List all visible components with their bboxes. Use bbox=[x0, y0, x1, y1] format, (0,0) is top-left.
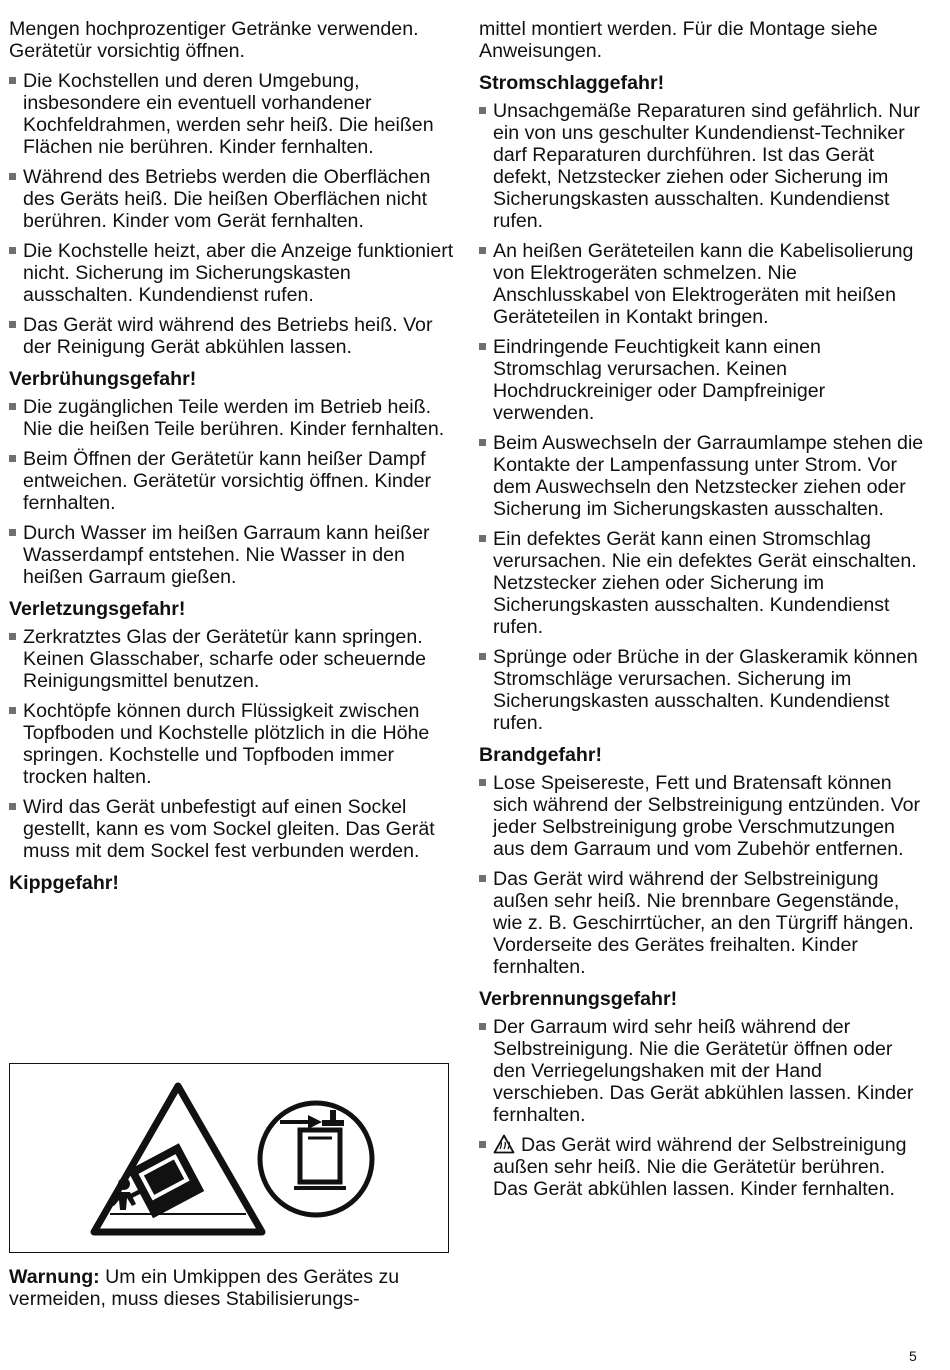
list-item: Wird das Gerät unbefestigt auf einen Sockel gestellt, kann es vom Sockel gleiten. Das Gerät muss mit dem Sockel fest verbunden werden. bbox=[9, 796, 454, 862]
list-item: Kochtöpfe können durch Flüssigkeit zwischen Topfboden und Kochstelle plötzlich in die Höhe springen. Kochstelle und Topfboden immer trocken halten. bbox=[9, 700, 454, 788]
right-intro: mittel montiert werden. Für die Montage siehe Anweisungen. bbox=[479, 18, 878, 62]
bullet-marker bbox=[479, 535, 486, 542]
list-item: Die Kochstelle heizt, aber die Anzeige funktioniert nicht. Sicherung im Sicherungskasten ausschalten. Kundendienst rufen. bbox=[9, 240, 454, 306]
list-item: Beim Auswechseln der Garraumlampe stehen die Kontakte der Lampenfassung unter Strom. Vor dem Auswechseln den Netzstecker ziehen oder Sicherung im Sicherungskasten ausschalten. bbox=[479, 432, 924, 520]
section-heading-verbrennung: Verbrennungsgefahr! bbox=[479, 988, 678, 1010]
left-intro: Mengen hochprozentiger Getränke verwenden. Gerätetür vorsichtig öffnen. bbox=[9, 18, 419, 62]
right-column bbox=[479, 18, 924, 1208]
bullet-marker bbox=[9, 529, 16, 536]
list-item: Der Garraum wird sehr heiß während der Selbstreinigung. Nie die Gerätetür öffnen oder den Verriegelungshaken mit der Hand verschieben. Das Gerät abkühlen lassen. Kinder fernhalten. bbox=[479, 1016, 924, 1126]
tip-over-figure bbox=[9, 1063, 449, 1253]
list-item: Lose Speisereste, Fett und Bratensaft können sich während der Selbstreinigung entzünden. Vor jeder Selbstreinigung grobe Verschmutzungen aus dem Garraum und vom Zubehör entfernen. bbox=[479, 772, 924, 860]
list-item: Die Kochstellen und deren Umgebung, insbesondere ein eventuell vorhandener Kochfeldrahmen, werden sehr heiß. Die heißen Flächen nie berühren. Kinder fernhalten. bbox=[9, 70, 454, 158]
list-item: Durch Wasser im heißen Garraum kann heißer Wasserdampf entstehen. Nie Wasser in den heißen Garraum gießen. bbox=[9, 522, 454, 588]
list-item: Das Gerät wird während des Betriebs heiß. Vor der Reinigung Gerät abkühlen lassen. bbox=[9, 314, 454, 358]
section-heading-brand: Brandgefahr! bbox=[479, 744, 603, 766]
list-item: Unsachgemäße Reparaturen sind gefährlich. Nur ein von uns geschulter Kundendienst-Techniker darf Reparaturen durchführen. Ist das Gerät defekt, Netzstecker ziehen oder Sicherung im Sicherungskasten ausschalten. Kundendienst rufen. bbox=[479, 100, 924, 232]
warning-text: Um ein Umkippen des Gerätes zu vermeiden, muss dieses Stabilisierungs- bbox=[9, 1266, 400, 1310]
warning-label: Warnung: bbox=[9, 1266, 100, 1288]
bullet-marker bbox=[479, 1141, 486, 1148]
bullet-marker bbox=[479, 107, 486, 114]
list-item: Eindringende Feuchtigkeit kann einen Stromschlag verursachen. Keinen Hochdruckreiniger oder Dampfreiniger verwenden. bbox=[479, 336, 924, 424]
bullet-marker bbox=[479, 439, 486, 446]
list-item: Ein defektes Gerät kann einen Stromschlag verursachen. Nie ein defektes Gerät einschalten. Netzstecker ziehen oder Sicherung im Sicherungskasten ausschalten. Kundendienst rufen. bbox=[479, 528, 924, 638]
section-heading-verbruehung: Verbrühungsgefahr! bbox=[9, 368, 197, 390]
list-item: Das Gerät wird während der Selbstreinigung außen sehr heiß. Nie die Gerätetür berühren. Das Gerät abkühlen lassen. Kinder fernhalten. bbox=[479, 1134, 924, 1200]
bullet-marker bbox=[9, 633, 16, 640]
list-item: Während des Betriebs werden die Oberflächen des Geräts heiß. Die heißen Oberflächen nicht berühren. Kinder vom Gerät fernhalten. bbox=[9, 166, 454, 232]
bullet-marker bbox=[9, 803, 16, 810]
bullet-marker bbox=[479, 653, 486, 660]
bullet-marker bbox=[479, 875, 486, 882]
bullet-marker bbox=[9, 403, 16, 410]
bullet-marker bbox=[479, 1023, 486, 1030]
list-item: Beim Öffnen der Gerätetür kann heißer Dampf entweichen. Gerätetür vorsichtig öffnen. Kinder fernhalten. bbox=[9, 448, 454, 514]
tip-warning-text bbox=[9, 1266, 454, 1310]
bullet-marker bbox=[9, 173, 16, 180]
page-number: 5 bbox=[909, 1348, 917, 1364]
tip-over-warning-triangle-icon bbox=[94, 1086, 262, 1232]
bullet-marker bbox=[9, 707, 16, 714]
list-item: Sprünge oder Brüche in der Glaskeramik können Stromschläge verursachen. Sicherung im Sicherungskasten ausschalten. Kundendienst rufen. bbox=[479, 646, 924, 734]
warning-triangle-icon bbox=[493, 1134, 515, 1154]
list-item: Das Gerät wird während der Selbstreinigung außen sehr heiß. Nie brennbare Gegenstände, wie z. B. Geschirrtücher, an den Türgriff hängen. Vorderseite des Gerätes freihalten. Kinder fernhalten. bbox=[479, 868, 924, 978]
list-item: An heißen Geräteteilen kann die Kabelisolierung von Elektrogeräten schmelzen. Nie Anschlusskabel von Elektrogeräten mit heißen Geräteteilen in Kontakt bringen. bbox=[479, 240, 924, 328]
bullet-marker bbox=[479, 779, 486, 786]
list-item: Zerkratztes Glas der Gerätetür kann springen. Keinen Glasschaber, scharfe oder scheuernde Reinigungsmittel benutzen. bbox=[9, 626, 454, 692]
tip-over-illustration bbox=[10, 1064, 450, 1254]
bullet-marker bbox=[479, 343, 486, 350]
bullet-marker bbox=[479, 247, 486, 254]
left-column bbox=[9, 18, 454, 894]
section-heading-stromschlag: Stromschlaggefahr! bbox=[479, 72, 665, 94]
section-heading-verletzung: Verletzungsgefahr! bbox=[9, 598, 186, 620]
bullet-marker bbox=[9, 455, 16, 462]
bullet-marker bbox=[9, 247, 16, 254]
anti-tip-bracket-icon bbox=[260, 1103, 372, 1215]
bullet-marker bbox=[9, 77, 16, 84]
list-item: Die zugänglichen Teile werden im Betrieb heiß. Nie die heißen Teile berühren. Kinder fernhalten. bbox=[9, 396, 454, 440]
bullet-marker bbox=[9, 321, 16, 328]
section-heading-kipp: Kippgefahr! bbox=[9, 872, 119, 894]
